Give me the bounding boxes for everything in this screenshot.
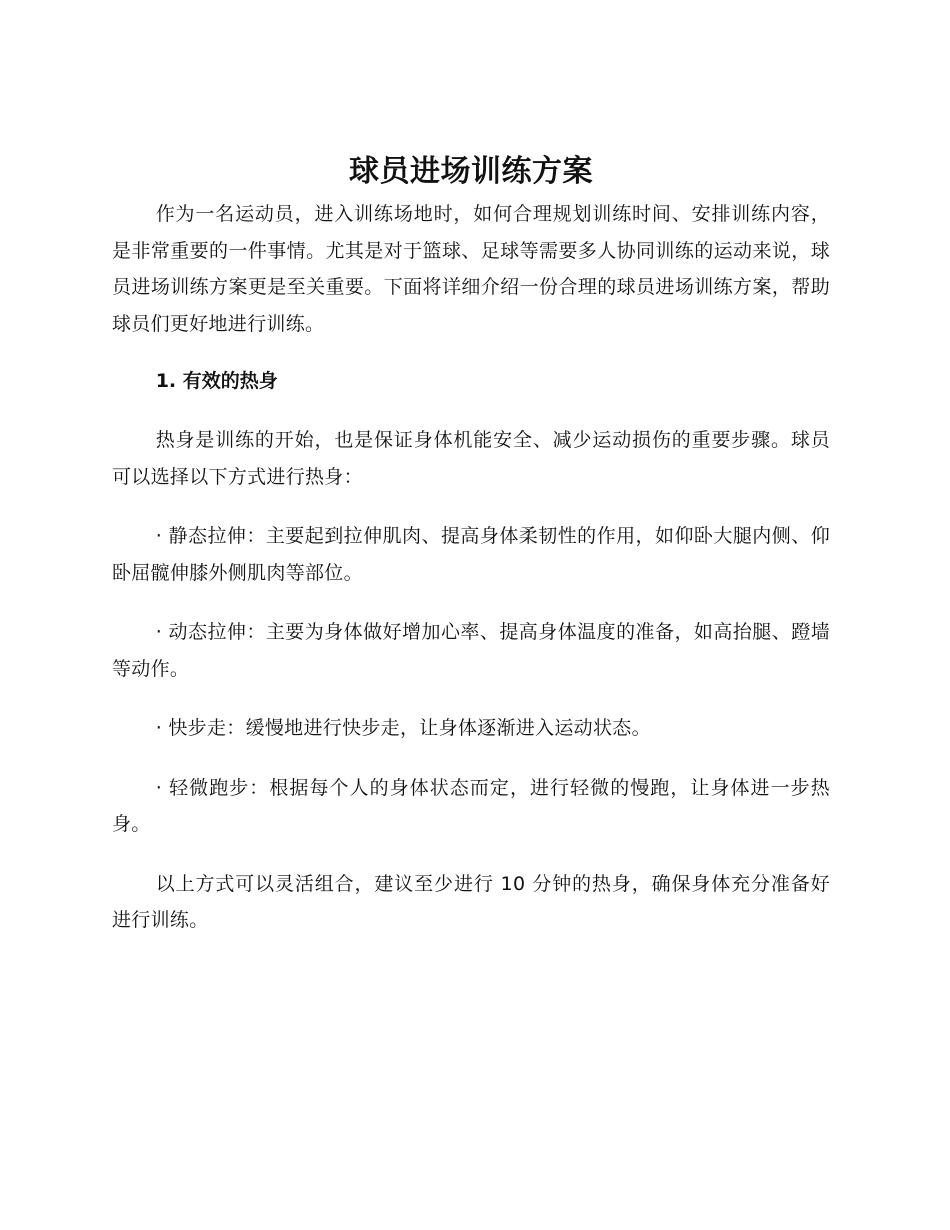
bullet-light-jog: · 轻微跑步：根据每个人的身体状态而定，进行轻微的慢跑，让身体进一步热身。 [112,776,830,835]
bullet-dynamic-stretch: · 动态拉伸：主要为身体做好增加心率、提高身体温度的准备，如高抬腿、蹬墙等动作。 [112,621,830,680]
document-title: 球员进场训练方案 [349,154,593,189]
document-body [112,150,830,939]
intro-paragraph: 作为一名运动员，进入训练场地时，如何合理规划训练时间、安排训练内容，是非常重要的一件事情。尤其是对于篮球、足球等需要多人协同训练的运动来说，球员进场训练方案更是至关重要。下面将详细介绍一份合理的球员进场训练方案，帮助球员们更好地进行训练。 [112,203,830,335]
warmup-intro-paragraph: 热身是训练的开始，也是保证身体机能安全、减少运动损伤的重要步骤。球员可以选择以下方式进行热身： [112,429,830,488]
warmup-conclusion-paragraph: 以上方式可以灵活组合，建议至少进行 10 分钟的热身，确保身体充分准备好进行训练。 [112,872,830,931]
bullet-brisk-walk: · 快步走：缓慢地进行快步走，让身体逐渐进入运动状态。 [155,717,651,739]
section-heading-warmup: 1. 有效的热身 [155,370,278,392]
bullet-static-stretch: · 静态拉伸：主要起到拉伸肌肉、提高身体柔韧性的作用，如仰卧大腿内侧、仰卧屈髋伸膝外侧肌肉等部位。 [112,525,830,584]
